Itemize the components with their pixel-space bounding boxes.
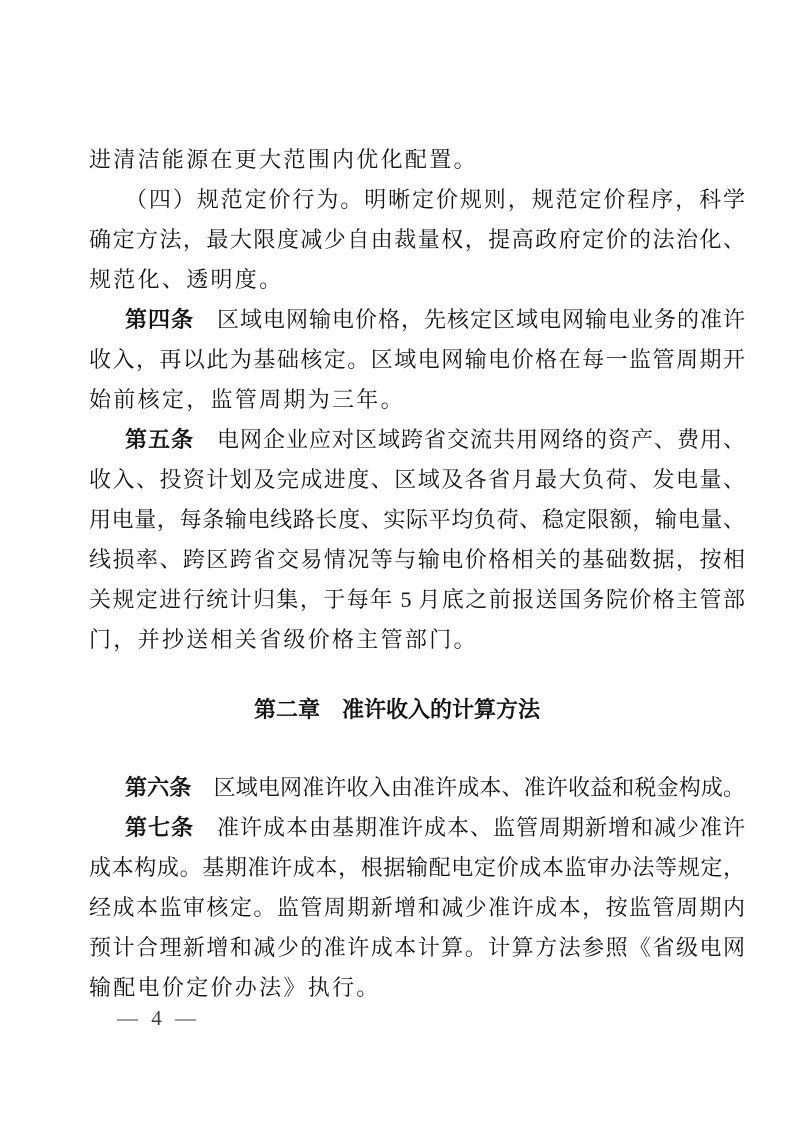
text-line: 用电量，每条输电线路长度、实际平均负荷、稳定限额，输电量、 (89, 507, 745, 532)
text-line: 成本构成。基期准许成本，根据输配电定价成本监审办法等规定， (89, 855, 745, 880)
text-line (89, 808, 745, 848)
vertical-gap (89, 660, 745, 690)
text-line: 输配电价定价办法》执行。 (89, 975, 381, 1000)
vertical-gap (89, 730, 745, 768)
page-number: — 4 — (117, 1006, 200, 1030)
article-7-label: 第七条 (125, 815, 194, 840)
line-text: 区域电网输电价格，先核定区域电网输电业务的准许 (194, 307, 745, 332)
article-4-label: 第四条 (125, 307, 194, 332)
text-line: 关规定进行统计归集，于每年 5 月底之前报送国务院价格主管部 (89, 587, 745, 612)
text-line: 经成本监审核定。监管周期新增和减少准许成本，按监管周期内 (89, 895, 745, 920)
document-body (89, 140, 745, 1008)
text-line (89, 420, 745, 460)
text-line: （四）规范定价行为。明晰定价规则，规范定价程序，科学 (125, 187, 745, 212)
chapter-heading: 第二章 准许收入的计算方法 (253, 697, 540, 722)
text-line: 预计合理新增和减少的准许成本计算。计算方法参照《省级电网 (89, 935, 745, 960)
text-line (89, 300, 745, 340)
text-line: 线损率、跨区跨省交易情况等与输电价格相关的基础数据，按相 (89, 547, 745, 572)
text-line: 收入，再以此为基础核定。区域电网输电价格在每一监管周期开 (89, 347, 745, 372)
line-text: 电网企业应对区域跨省交流共用网络的资产、费用、 (194, 427, 745, 452)
text-line: 始前核定，监管周期为三年。 (89, 387, 405, 412)
text-line: 门，并抄送相关省级价格主管部门。 (89, 627, 478, 652)
text-line: 进清洁能源在更大范围内优化配置。 (89, 147, 478, 172)
text-line: 确定方法，最大限度减少自由裁量权，提高政府定价的法治化、 (89, 227, 745, 252)
article-5-label: 第五条 (125, 427, 194, 452)
text-line: 规范化、透明度。 (89, 267, 284, 292)
line-text: 区域电网准许收入由准许成本、准许收益和税金构成。 (191, 775, 745, 800)
line-text: 准许成本由基期准许成本、监管周期新增和减少准许 (194, 815, 745, 840)
article-6-label: 第六条 (125, 775, 192, 800)
text-line (89, 768, 745, 808)
text-line: 收入、投资计划及完成进度、区域及各省月最大负荷、发电量、 (89, 467, 745, 492)
